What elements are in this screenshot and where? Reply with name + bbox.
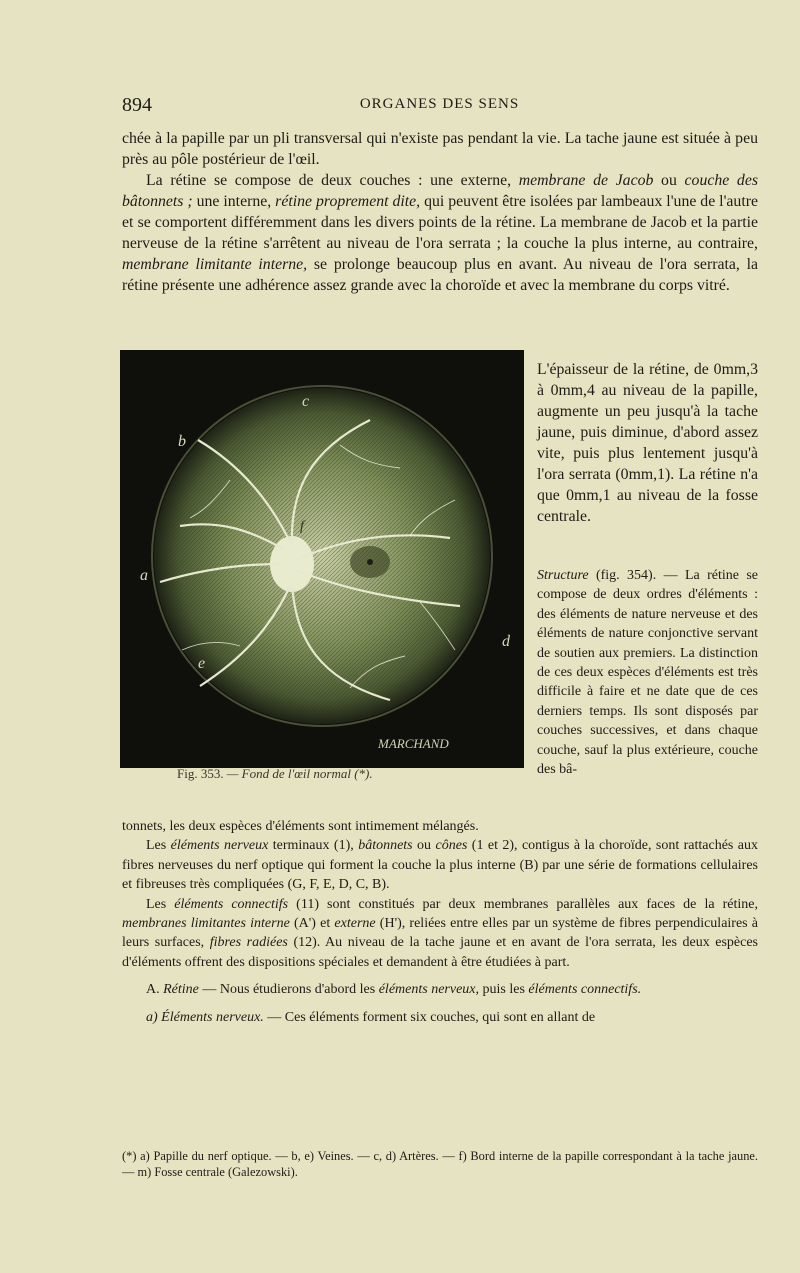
thickness-paragraph xyxy=(537,359,758,527)
p7-term-elements: Éléments nerveux. xyxy=(161,1009,264,1025)
p5-text-e: (A') et xyxy=(289,916,335,932)
p2-term-jacob: membrane de Jacob xyxy=(518,172,654,189)
p2-text-g: qui peuvent être isolées par lambeaux l'une de l'autre et se comportent différemment dans les divers points de la rétine. La membrane de Jacob et la partie nerveuse de la rétine s'arrêtent au niveau de l'ora serrata ; la couche la plus interne, au contraire, xyxy=(122,193,758,252)
top-text xyxy=(122,128,758,296)
structure-text xyxy=(537,566,758,779)
p5-term-externe: externe xyxy=(334,916,376,932)
page-header xyxy=(122,94,757,116)
page-number: 894 xyxy=(122,94,152,116)
structure-title: Structure xyxy=(537,568,589,583)
p2-term-retine: rétine proprement dite, xyxy=(275,193,421,210)
p4-text-e: ou xyxy=(412,838,436,854)
p4-term-batonnets: bâtonnets xyxy=(358,838,413,854)
p6-text-c: — Nous étudierons d'abord les xyxy=(198,982,379,998)
p4-term-cones: cônes xyxy=(435,838,468,854)
running-head: ORGANES DES SENS xyxy=(359,96,520,112)
paragraph-4 xyxy=(122,836,758,894)
p4-term-nerveux: éléments nerveux xyxy=(170,838,269,854)
p2-text-e: une interne, xyxy=(192,193,276,210)
paragraph-1: chée à la papille par un pli transversal qui n'existe pas pendant la vie. La tache jaune est située à peu près au pôle postérieur de l'œil. xyxy=(122,130,758,168)
p6-text-a: A. xyxy=(146,982,164,998)
figure-caption xyxy=(177,766,373,782)
paragraph-2 xyxy=(122,170,758,296)
fundus-texture xyxy=(154,388,490,724)
caption-prefix: Fig. 353. xyxy=(177,766,224,781)
p6-text-e: puis les xyxy=(479,982,529,998)
fundus-illustration xyxy=(120,350,524,768)
figure-label-e: e xyxy=(198,655,206,672)
thickness-text: L'épaisseur de la rétine, de 0mm,3 à 0mm,4 au niveau de la papille, augmente un peu jusqu'à la tache jaune, puis diminue, d'abord assez vite, puis plus lentement jusqu'à l'ora serrata (0mm,1). La rétine n'a que 0mm,1 au niveau de la fosse centrale. xyxy=(537,361,758,525)
structure-rest: (fig. 354). — La rétine se compose de deux ordres d'éléments : des éléments de nature nerveuse et des éléments de nature conjonctive servant de soutien aux premiers. La distinction de ces deux espèces d'éléments est très difficile à faire et ne date que de ces derniers temps. Ils sont disposés par couches successives, et dans chaque couche, sauf la plus extérieure, couche des bâ- xyxy=(537,568,758,778)
p2-text-i: se prolonge beaucoup plus en avant. Au niveau de l'ora serrata, la rétine présente une adhérence assez grande avec la choroïde et avec la membrane du corps vitré. xyxy=(122,256,759,294)
figure-label-d: d xyxy=(502,633,510,650)
structure-paragraph xyxy=(537,566,758,779)
figure-fond-oeil xyxy=(120,350,524,768)
p6-term-nerveux: éléments nerveux, xyxy=(378,982,480,998)
p5-text-i: (12). Au niveau de la tache jaune et en avant de l'ora serrata, les deux espèces d'éléments offrent des dispositions spéciales et demandent à être étudiées à part. xyxy=(122,935,759,970)
p4-text-a: Les xyxy=(146,838,171,854)
figure-label-f: f xyxy=(300,519,304,534)
p5-text-g: (H'), reliées entre elles par un système de fibres perpendiculaires à leurs surfaces, xyxy=(122,916,759,951)
p2-term-batonnets: couche des bâtonnets ; xyxy=(122,172,758,210)
p5-text-c: (11) sont constitués par deux membranes parallèles aux faces de la rétine, xyxy=(288,896,758,912)
paragraph-5 xyxy=(122,895,758,973)
p5-term-connectifs: éléments connectifs xyxy=(174,896,289,912)
p4-text-c: terminaux (1), xyxy=(268,838,359,854)
figure-label-b: b xyxy=(178,433,186,450)
p2-text-a: La rétine se compose de deux couches : une externe, xyxy=(146,172,519,189)
caption-text: — Fond de l'œil normal (*). xyxy=(223,766,373,781)
lower-text xyxy=(122,817,758,1027)
p6-term-retine: Rétine xyxy=(163,982,199,998)
engraver-signature: MARCHAND xyxy=(378,736,449,751)
figure-label-a: a xyxy=(140,567,148,584)
p2-term-limitante: membrane limitante interne, xyxy=(122,256,308,273)
figure-label-c: c xyxy=(302,393,310,410)
p7-text-a: a) xyxy=(146,1009,162,1025)
p5-term-limitantes: membranes limitantes interne xyxy=(122,916,290,932)
p5-term-fibres: fibres radiées xyxy=(209,935,288,951)
fosse-centrale xyxy=(367,559,373,565)
footnote: (*) a) Papille du nerf optique. — b, e) Veines. — c, d) Artères. — f) Bord interne de la papille correspondant à la tache jaune. — m) Fosse centrale (Galezowski). xyxy=(122,1149,758,1179)
paragraph-7 xyxy=(122,1008,758,1027)
p2-text-c: ou xyxy=(653,172,685,189)
p4-text-g: (1 et 2), contigus à la choroïde, sont rattachés aux fibres nerveuses du nerf optique qui forment la couche la plus interne (B) par une série de formations cellulaires et fibreuses très compliquées (G, F, E, D, C, B). xyxy=(122,838,759,893)
paragraph-6 xyxy=(122,980,758,999)
p6-term-connectifs: éléments connectifs. xyxy=(528,982,642,998)
p7-text-c: — Ces éléments forment six couches, qui sont en allant de xyxy=(263,1009,596,1025)
paragraph-3: tonnets, les deux espèces d'éléments sont intimement mélangés. xyxy=(122,819,479,834)
p5-text-a: Les xyxy=(146,896,175,912)
